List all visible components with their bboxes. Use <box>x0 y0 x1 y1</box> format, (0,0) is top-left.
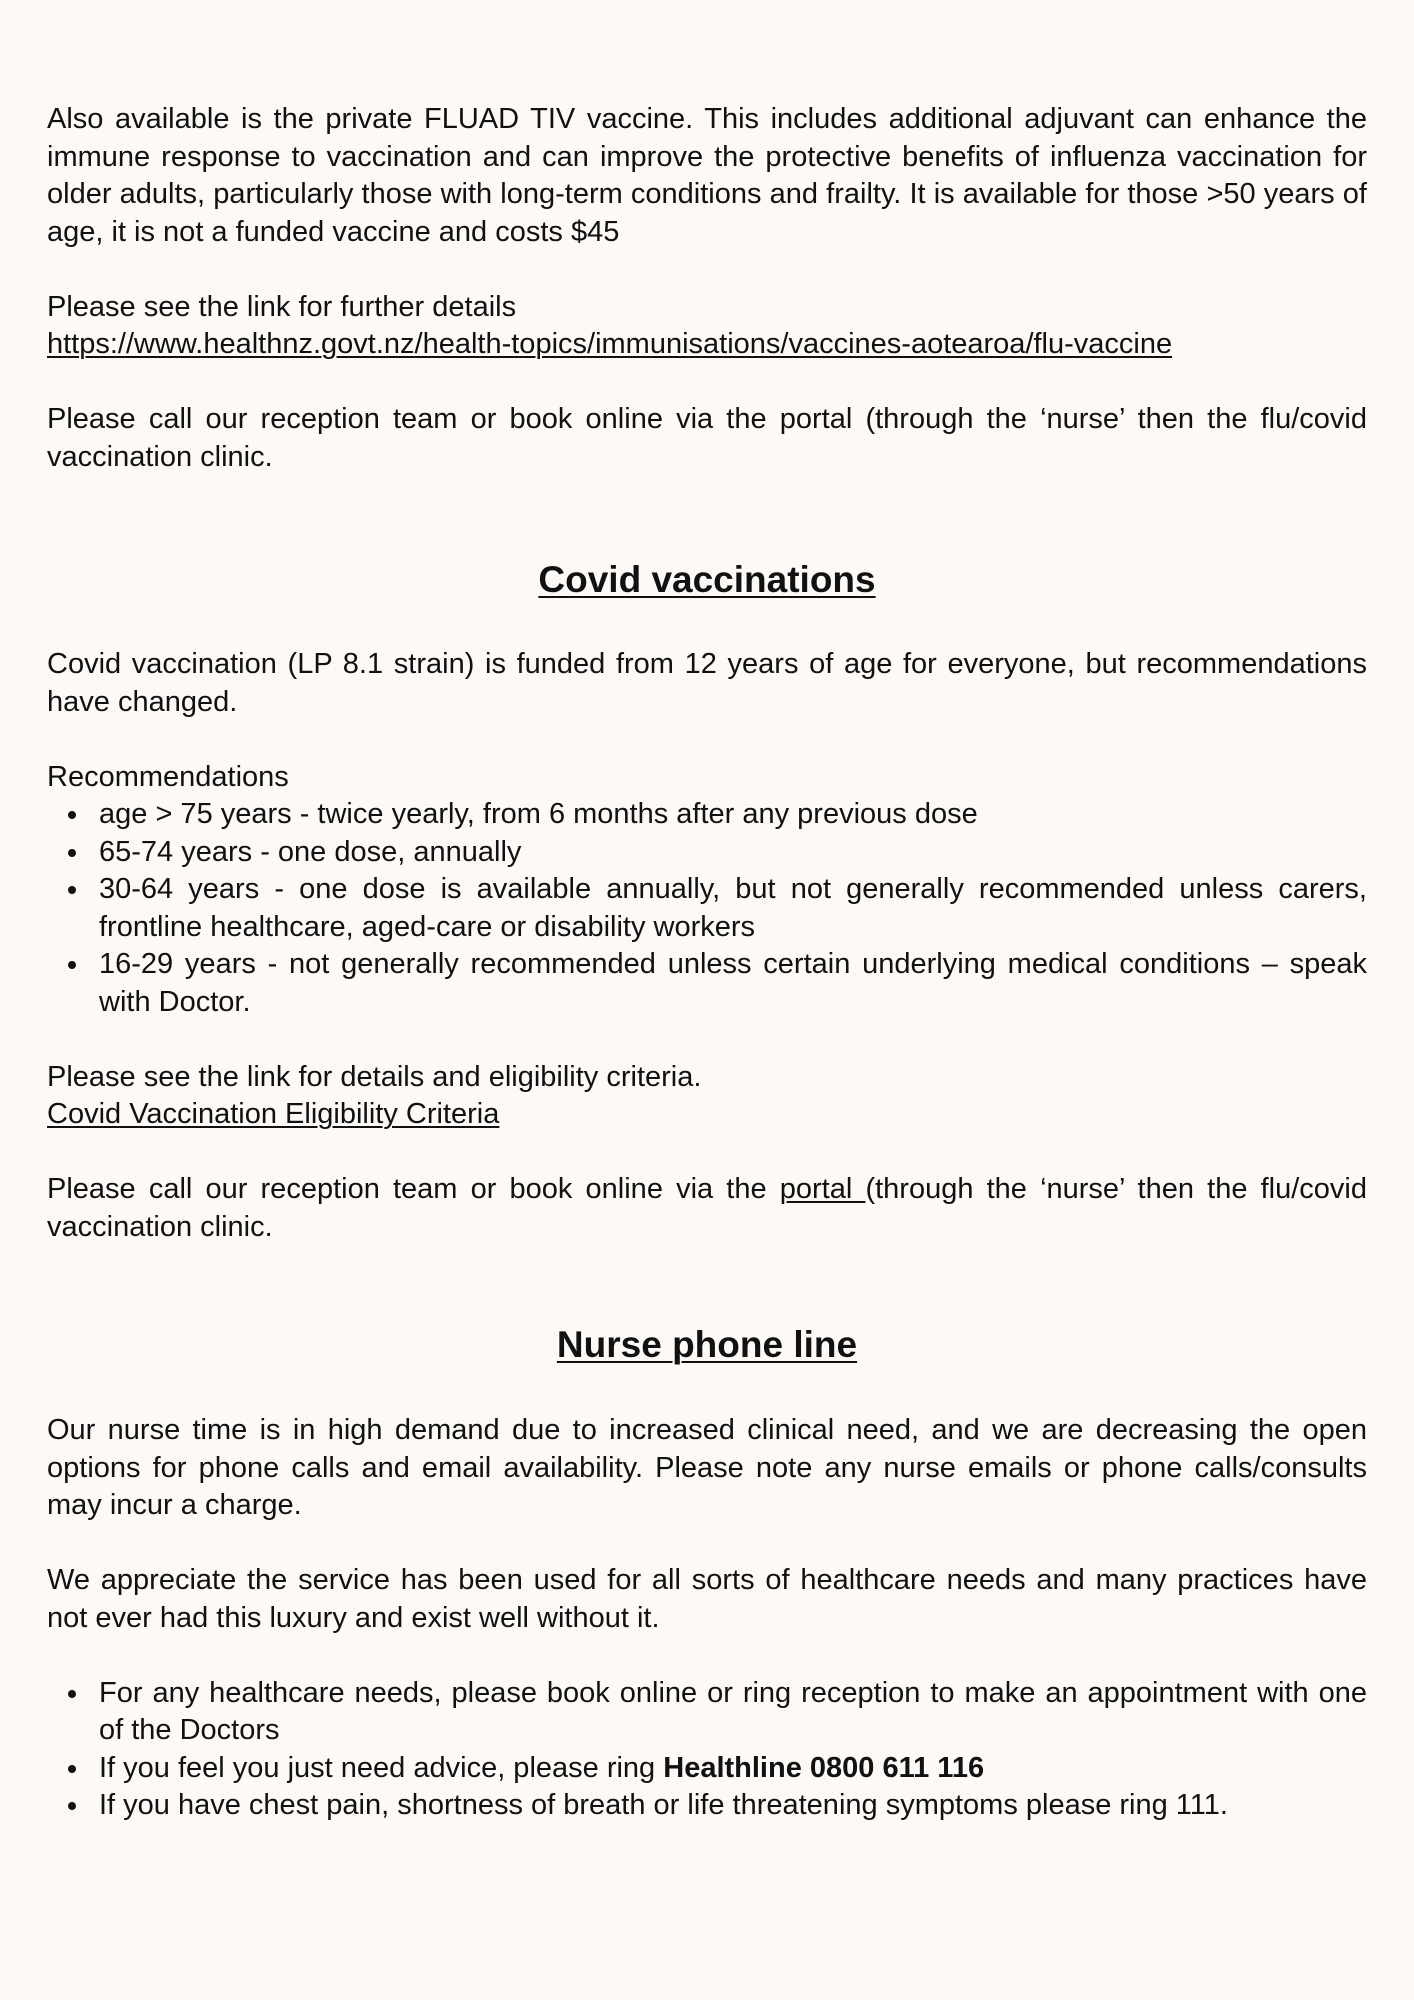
advice-item-book: For any healthcare needs, please book online or ring reception to make an appointment with one of the Doctors <box>99 1675 1367 1750</box>
recommendations-list <box>47 796 1367 1021</box>
flu-vaccine-link[interactable]: https://www.healthnz.govt.nz/health-topics/immunisations/vaccines-aotearoa/flu-vaccine <box>47 328 1173 360</box>
recommendation-item: age > 75 years - twice yearly, from 6 months after any previous dose <box>99 796 1367 834</box>
fluad-link-line <box>47 326 1367 364</box>
recommendation-item: 16-29 years - not generally recommended unless certain underlying medical conditions – speak with Doctor. <box>99 946 1367 1021</box>
healthline-number: Healthline 0800 611 116 <box>663 1751 985 1784</box>
nurse-heading: Nurse phone line <box>556 1324 858 1365</box>
healthline-text: If you feel you just need advice, please ring <box>99 1751 664 1784</box>
advice-item-healthline <box>99 1750 1367 1788</box>
recommendation-item: 30-64 years - one dose is available annually, but not generally recommended unless carers, frontline healthcare, aged-care or disability workers <box>99 871 1367 946</box>
covid-booking-text <box>47 1171 1367 1246</box>
covid-link-line <box>47 1096 1367 1134</box>
covid-booking-after: (through the ‘nurse’ then the flu/covid vaccination clinic. <box>47 1173 1367 1243</box>
advice-item-emergency: If you have chest pain, shortness of breath or life threatening symptoms please ring 111. <box>99 1787 1367 1825</box>
covid-booking-before: Please call our reception team or book online via the <box>47 1173 780 1205</box>
fluad-link-intro: Please see the link for further details <box>47 290 517 323</box>
covid-intro: Covid vaccination (LP 8.1 strain) is funded from 12 years of age for everyone, but recommendations have changed. <box>47 648 1367 718</box>
nurse-paragraph-2: We appreciate the service has been used for all sorts of healthcare needs and many practices have not ever had this luxury and exist well without it. <box>47 1564 1367 1634</box>
covid-link-intro: Please see the link for details and eligibility criteria. <box>47 1060 702 1093</box>
nurse-paragraph-1: Our nurse time is in high demand due to increased clinical need, and we are decreasing the open options for phone calls and email availability. Please note any nurse emails or phone calls/consults may incur a charge. <box>47 1414 1367 1521</box>
covid-heading: Covid vaccinations <box>538 559 876 600</box>
fluad-booking-text: Please call our reception team or book online via the portal (through the ‘nurse’ then the flu/covid vaccination clinic. <box>47 403 1367 473</box>
recommendations-label: Recommendations <box>47 760 289 793</box>
nurse-advice-list <box>47 1675 1367 1825</box>
covid-eligibility-link[interactable]: Covid Vaccination Eligibility Criteria <box>47 1098 500 1130</box>
portal-link[interactable]: portal <box>779 1173 866 1205</box>
fluad-paragraph: Also available is the private FLUAD TIV vaccine. This includes additional adjuvant can enhance the immune response to vaccination and can improve the protective benefits of influenza vaccination for older adults, particularly those with long-term conditions and frailty. It is available for those >50 years of age, it is not a funded vaccine and costs $45 <box>47 103 1367 248</box>
recommendation-item: 65-74 years - one dose, annually <box>99 834 1367 872</box>
